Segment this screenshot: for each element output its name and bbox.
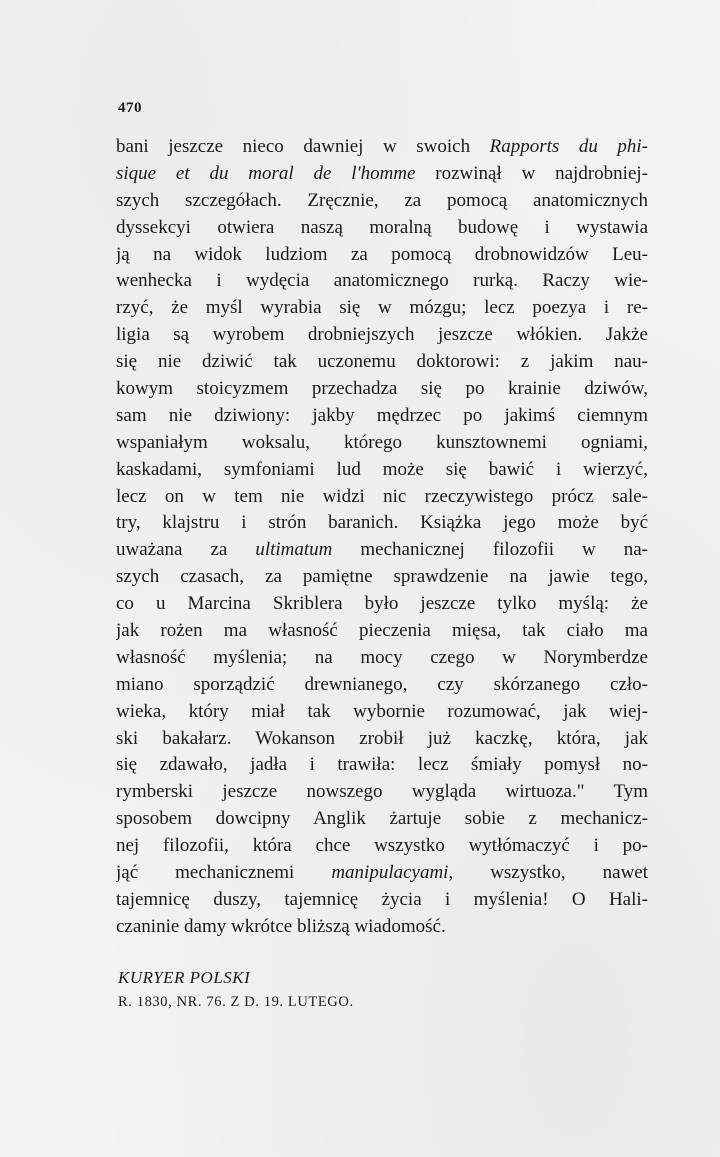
- text-line: uważana za ultimatum mechanicznej filozofii w na-: [116, 539, 648, 561]
- text-line: try, klajstru i strón baranich. Książka jego może być: [116, 512, 648, 534]
- text-line: się zdawało, jadła i trawiła: lecz śmiały pomysł no-: [116, 754, 648, 776]
- text-line: dyssekcyi otwiera naszą moralną budowę i wystawia: [116, 216, 648, 238]
- source-issue-reference: R. 1830, NR. 76. Z D. 19. LUTEGO.: [118, 994, 354, 1010]
- text-line: wenhecka i wydęcia anatomicznego rurką. Raczy wie-: [116, 270, 648, 292]
- text-line: się nie dziwić tak uczonemu doktorowi: z jakim nau-: [116, 351, 648, 373]
- text-line: ski bakałarz. Wokanson zrobił już kaczkę, która, jak: [116, 727, 648, 749]
- text-line: kowym stoicyzmem przechadza się po krainie dziwów,: [116, 378, 648, 400]
- text-line: sposobem dowcipny Anglik żartuje sobie z mechanicz-: [116, 808, 648, 830]
- text-line: jak rożen ma własność pieczenia mięsa, tak ciało ma: [116, 620, 648, 642]
- text-line: wieka, który miał tak wybornie rozumować, jak wiej-: [116, 700, 648, 722]
- text-line: sam nie dziwiony: jakby mędrzec po jakimś ciemnym: [116, 404, 648, 426]
- text-line: czaninie damy wkrótce bliższą wiadomość.: [116, 915, 446, 937]
- text-line: nej filozofii, która chce wszystko wytłómaczyć i po-: [116, 835, 648, 857]
- source-journal-name: KURYER POLSKI: [118, 968, 251, 987]
- text-line: wspaniałym woksalu, którego kunsztownemi ogniami,: [116, 431, 648, 453]
- text-line: bani jeszcze nieco dawniej w swoich Rapports du phi-: [116, 136, 648, 157]
- body-text: [116, 134, 648, 941]
- text-line: tajemnicę duszy, tajemnicę życia i myślenia! O Hali-: [116, 888, 648, 910]
- text-line: rymberski jeszcze nowszego wygląda wirtuoza." Tym: [116, 781, 648, 803]
- text-line: szych szczegółach. Zręcznie, za pomocą anatomicznych: [116, 189, 648, 211]
- text-line: co u Marcina Skriblera było jeszcze tylko myślą: że: [116, 593, 648, 615]
- source-signature: [118, 966, 354, 1014]
- text-line: własność myślenia; na mocy czego w Norymberdze: [116, 646, 648, 668]
- text-line: ligia są wyrobem drobniejszych jeszcze włókien. Jakże: [116, 324, 648, 346]
- text-line: sique et du moral de l'homme rozwinął w najdrobniej-: [116, 162, 648, 184]
- text-line: miano sporządzić drewnianego, czy skórzanego czło-: [116, 673, 648, 695]
- page-number: 470: [118, 100, 142, 116]
- text-line: jąć mechanicznemi manipulacyami, wszystko, nawet: [116, 862, 648, 884]
- text-line: rzyć, że myśl wyrabia się w mózgu; lecz poezya i re-: [116, 297, 648, 319]
- text-line: kaskadami, symfoniami lud może się bawić i wierzyć,: [116, 458, 648, 480]
- text-line: ją na widok ludziom za pomocą drobnowidzów Leu-: [116, 243, 648, 265]
- text-line: lecz on w tem nie widzi nic rzeczywistego prócz sale-: [116, 485, 648, 507]
- text-line: szych czasach, za pamiętne sprawdzenie na jawie tego,: [116, 566, 648, 588]
